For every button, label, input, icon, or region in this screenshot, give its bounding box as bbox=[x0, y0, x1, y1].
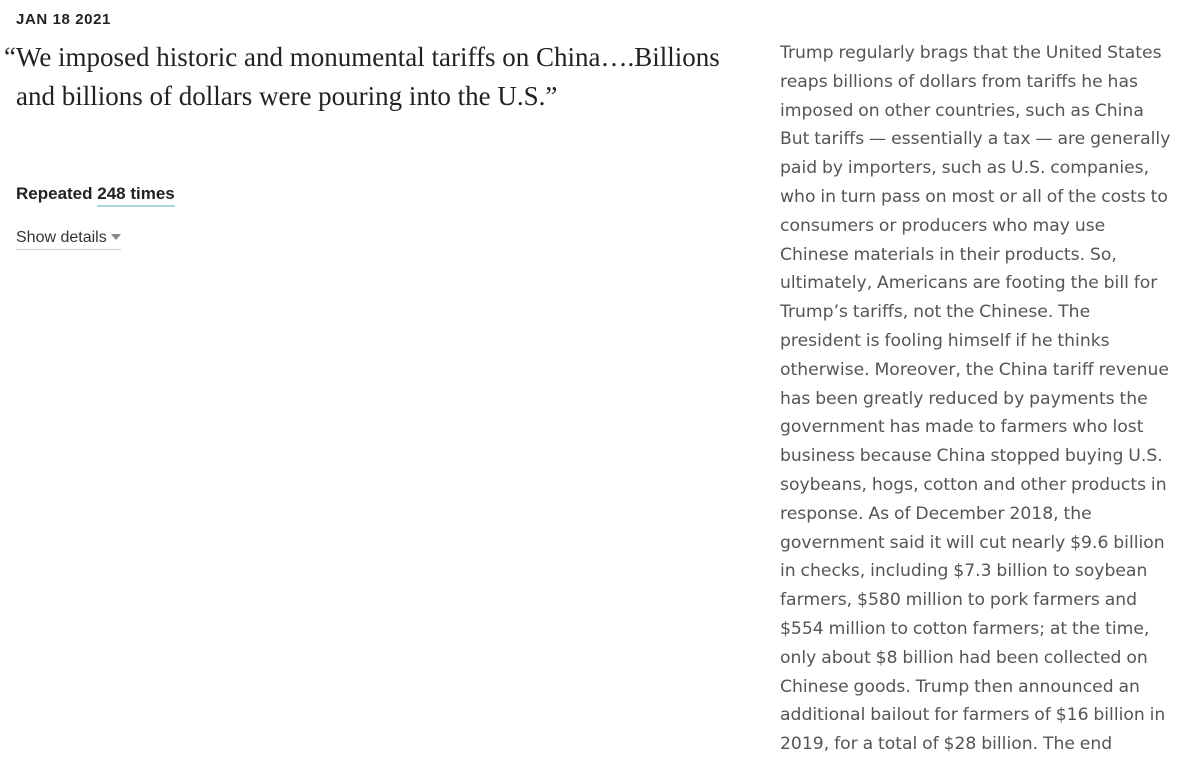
chevron-down-icon bbox=[111, 234, 121, 240]
repeat-count-line bbox=[16, 184, 175, 204]
claim-quote-text: We imposed historic and monumental tariffs on China….Billions and billions of dollars were pouring into the U.S.” bbox=[16, 42, 720, 111]
open-quote-mark: “ bbox=[4, 42, 16, 72]
repeat-count-prefix: Repeated bbox=[16, 184, 98, 203]
claim-quote bbox=[4, 38, 736, 116]
show-details-button[interactable] bbox=[16, 229, 121, 250]
claim-date: JAN 18 2021 bbox=[16, 11, 111, 28]
fact-check-analysis: Trump regularly brags that the United States reaps billions of dollars from tariffs he has imposed on other countries, such as China But tariffs — essentially a tax — are generally paid by importers, such as U.S. companies, who in turn pass on most or all of the costs to consumers or producers who may use Chinese materials in their products. So, ultimately, Americans are footing the bill for Trump’s tariffs, not the Chinese. The president is fooling himself if he thinks otherwise. Moreover, the China tariff revenue has been greatly reduced by payments the government has made to farmers who lost business because China stopped buying U.S. soybeans, hogs, cotton and other products in response. As of December 2018, the government said it will cut nearly $9.6 billion in checks, including $7.3 billion to soybean farmers, $580 million to pork farmers and $554 million to cotton farmers; at the time, only about $8 billion had been collected on Chinese goods. Trump then announced an additional bailout for farmers of $16 billion in 2019, for a total of $28 billion. The end bbox=[780, 43, 1171, 755]
repeat-count-link[interactable]: 248 times bbox=[97, 184, 175, 207]
show-details-label: Show details bbox=[16, 229, 107, 246]
